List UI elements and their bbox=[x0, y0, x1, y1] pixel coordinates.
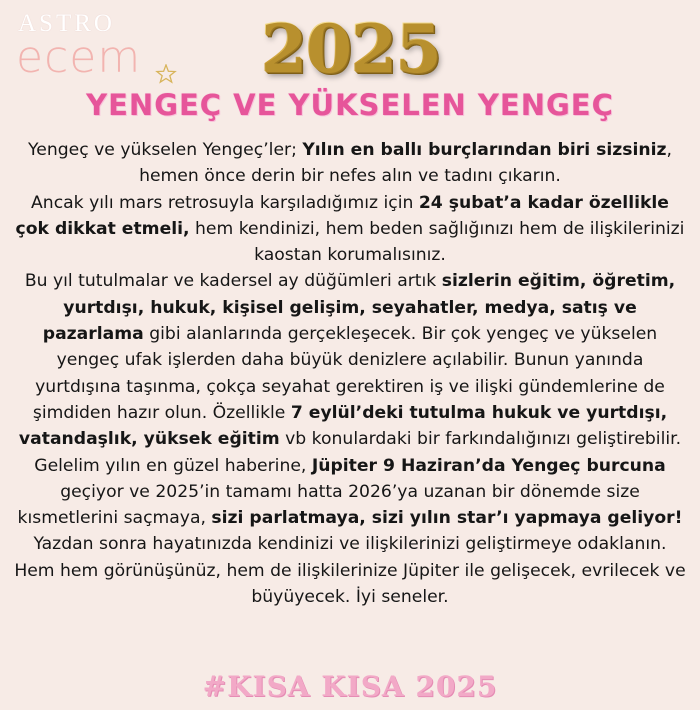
text-segment-bold: 24 şubat’a kadar özellikle çok dikkat etmeli, bbox=[15, 192, 669, 239]
text-segment: hem kendinizi, hem beden sağlığınızı hem de ilişkilerinizi kaostan korumalısınız. bbox=[189, 218, 685, 266]
paragraph-3 bbox=[14, 268, 686, 452]
text-segment: gibi alanlarında gerçekleşecek. Bir çok yengeç ve yükselen yengeç ufak işlerden daha büyük denizlere açılabilir. Bunun yanında yurtdışına taşınma, çokça seyahat gerektiren iş ve ilişki gündemlerine de şimdiden hazır olun. Özellikle bbox=[32, 324, 665, 423]
text-segment: Ancak yılı mars retrosuyla karşıladığımız için bbox=[31, 192, 419, 213]
text-segment: , hemen önce derin bir nefes alın ve tadını çıkarın. bbox=[139, 140, 672, 187]
text-segment-bold: sizlerin eğitim, öğretim, yurtdışı, hukuk, kişisel gelişim, seyahatler, medya, satış ve pazarlama bbox=[42, 271, 676, 345]
year-title bbox=[0, 8, 700, 88]
text-segment: Gelelim yılın en güzel haberine, bbox=[34, 455, 312, 476]
logo-astro-text: ASTRO bbox=[18, 10, 115, 37]
logo-ecem-text: ecem bbox=[16, 32, 142, 83]
text-segment-bold: 7 eylül’deki tutulma hukuk ve yurtdışı, vatandaşlık, yüksek eğitim bbox=[18, 402, 668, 450]
text-segment: geçiyor ve 2025’in tamamı hatta 2026’ya uzanan bir dönemde size kısmetlerini saçmaya, bbox=[17, 481, 640, 529]
text-segment: Bu yıl tutulmalar ve kadersel ay düğümleri artık bbox=[24, 271, 442, 292]
horoscope-text bbox=[14, 137, 686, 610]
page-title: YENGEÇ VE YÜKSELEN YENGEÇ bbox=[86, 88, 614, 122]
text-segment-bold: Jüpiter 9 Haziran’da Yengeç burcuna bbox=[311, 455, 666, 476]
year-text: 2025 bbox=[260, 9, 440, 87]
paragraph-1 bbox=[14, 137, 686, 190]
text-segment-bold: Yılın en ballı burçlarından biri sizsiniz bbox=[302, 140, 667, 160]
paragraph-4 bbox=[14, 453, 686, 611]
text-segment: Yazdan sonra hayatınızda kendinizi ve ilişkilerinizi geliştirmeye odaklanın. Hem hem görünüşünüz, hem de ilişkilerinize Jüpiter ile gelişecek, evrilecek ve büyüyecek. İyi seneler. bbox=[14, 534, 686, 608]
text-segment: vb konulardaki bir farkındalığınızı geliştirebilir. bbox=[279, 429, 682, 450]
paragraph-2 bbox=[14, 190, 686, 269]
hashtag-footer: #KISA KISA 2025 bbox=[202, 670, 498, 703]
text-segment-bold: sizi parlatmaya, sizi yılın star’ı yapmaya geliyor! bbox=[211, 508, 683, 529]
text-segment: Yengeç ve yükselen Yengeç’ler; bbox=[28, 140, 303, 160]
